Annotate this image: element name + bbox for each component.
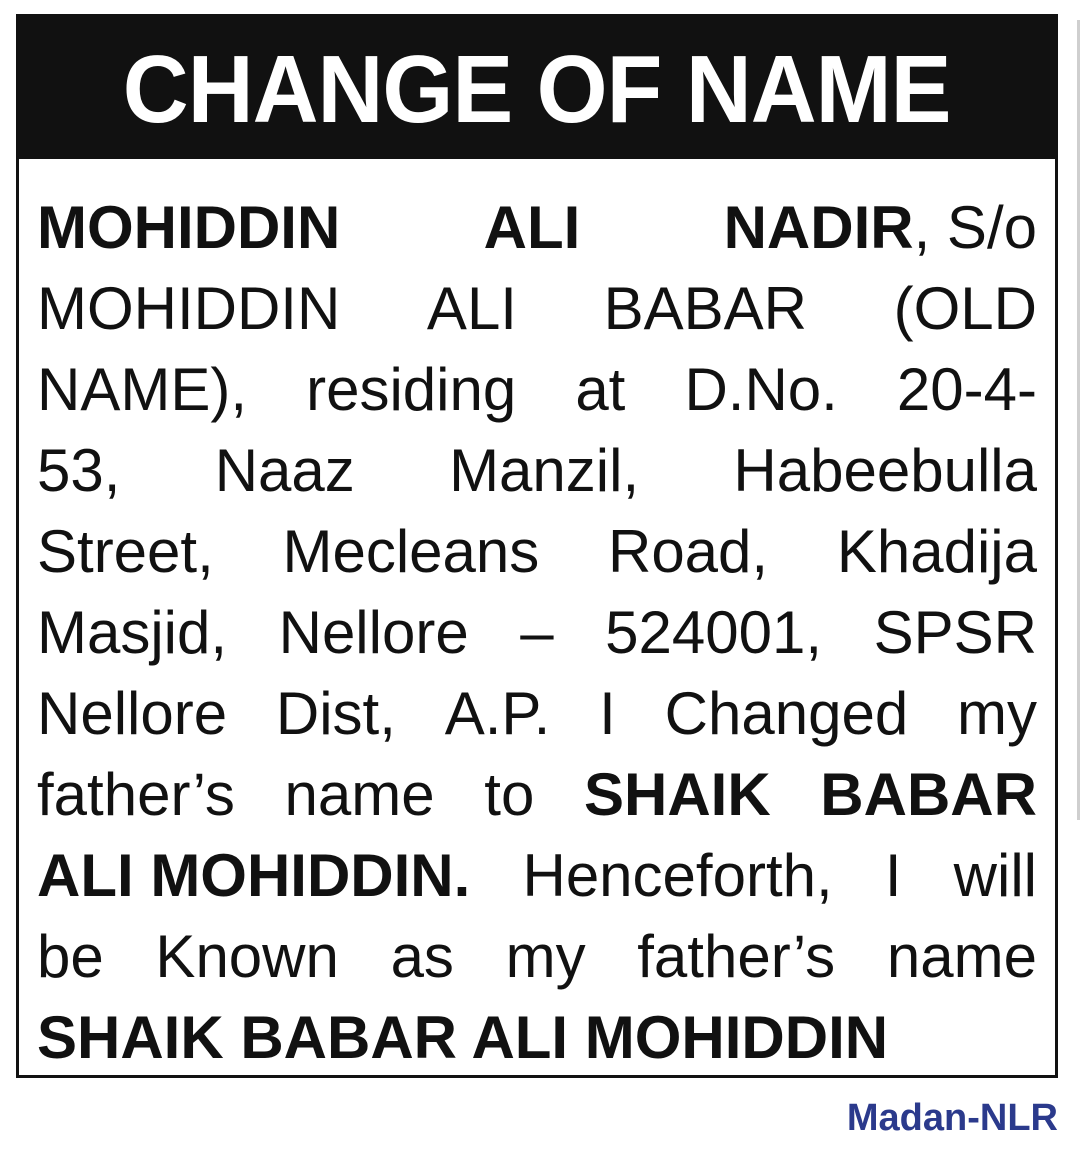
notice-word: 20-4- (896, 356, 1037, 423)
notice-word: Khadija (836, 518, 1037, 585)
notice-banner (19, 17, 1055, 159)
notice-word: be (37, 923, 104, 990)
credit-text: Madan-NLR (846, 1097, 1058, 1139)
notice-line (37, 511, 1037, 592)
notice-line (37, 835, 1037, 916)
notice-word: my (957, 680, 1037, 747)
notice-word: NAME), (37, 356, 247, 423)
notice-word: Dist, (275, 680, 396, 747)
notice-word: BABAR (603, 275, 808, 342)
notice-word: SHAIK BABAR ALI MOHIDDIN (37, 1004, 889, 1071)
notice-word: MOHIDDIN (37, 275, 341, 342)
notice-word: Manzil, (449, 437, 640, 504)
notice-word: , S/o (913, 194, 1037, 261)
notice-word: I (884, 842, 902, 909)
notice-word: I (599, 680, 616, 747)
notice-word: father’s (37, 761, 235, 828)
notice-word: D.No. (684, 356, 838, 423)
notice-word: Naaz (214, 437, 355, 504)
notice-word-group (724, 187, 1037, 268)
notice-word: at (575, 356, 626, 423)
notice-word: my (505, 923, 586, 990)
notice-word: SPSR (873, 599, 1037, 666)
notice-word: Known (155, 923, 339, 990)
notice-word: name (284, 761, 435, 828)
notice-word: ALI (426, 275, 517, 342)
notice-word: name (886, 923, 1037, 990)
change-of-name-notice (16, 14, 1058, 1078)
notice-line (37, 430, 1037, 511)
notice-word: SHAIK (583, 761, 771, 828)
notice-word: Road, (607, 518, 769, 585)
notice-line (37, 916, 1037, 997)
notice-word: Henceforth, (522, 842, 833, 909)
notice-word: MOHIDDIN (37, 194, 341, 261)
notice-word: 524001, (605, 599, 823, 666)
notice-word: Changed (664, 680, 909, 747)
notice-word: BABAR (820, 761, 1037, 828)
notice-line (37, 349, 1037, 430)
notice-word: will (953, 842, 1037, 909)
notice-word: – (520, 599, 554, 666)
notice-line (37, 673, 1037, 754)
notice-word: 53, (37, 437, 121, 504)
notice-word: as (390, 923, 454, 990)
notice-word: Street, (37, 518, 214, 585)
notice-word: residing (306, 356, 517, 423)
notice-word: Nellore (37, 680, 228, 747)
notice-line (37, 754, 1037, 835)
notice-word: Habeebulla (733, 437, 1037, 504)
notice-line (37, 187, 1037, 268)
notice-word: A.P. (444, 680, 551, 747)
notice-word: ALI MOHIDDIN. (37, 842, 471, 909)
notice-word: to (484, 761, 535, 828)
notice-word: Mecleans (282, 518, 540, 585)
notice-body (19, 159, 1055, 1078)
notice-word: Masjid, (37, 599, 228, 666)
notice-line (37, 268, 1037, 349)
notice-heading: CHANGE OF NAME (123, 36, 951, 143)
notice-word: (OLD (893, 275, 1037, 342)
notice-word: NADIR (723, 194, 914, 261)
notice-word: father’s (637, 923, 836, 990)
notice-word: ALI (483, 194, 581, 261)
notice-line (37, 997, 1037, 1078)
notice-line (37, 592, 1037, 673)
notice-word: Nellore (278, 599, 469, 666)
